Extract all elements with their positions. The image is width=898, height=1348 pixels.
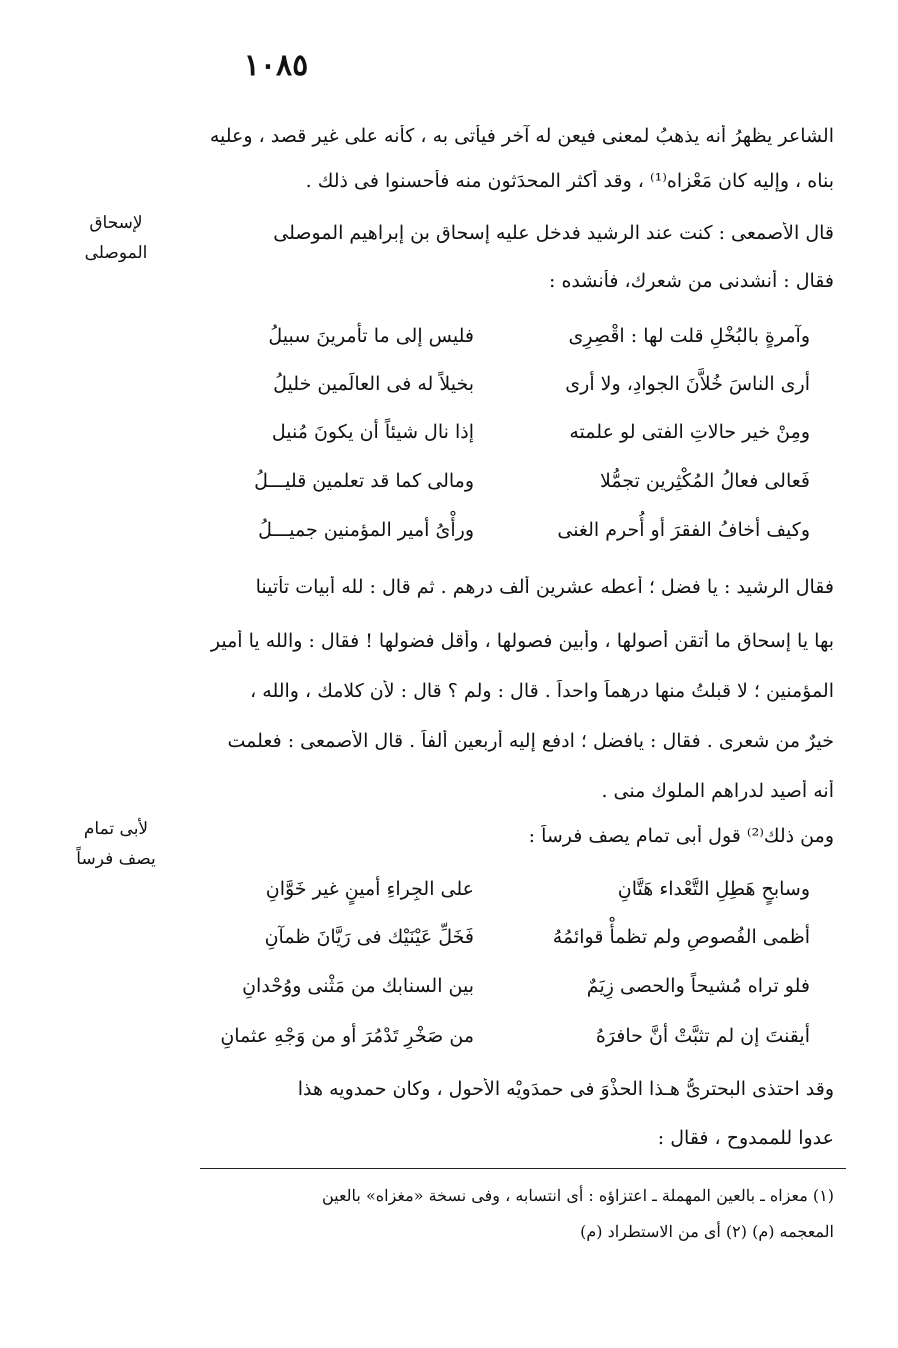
text-line: ومن ذلك⁽²⁾ قول أبى تمام يصف فرساً :: [528, 825, 834, 847]
text-line: أنه أصيد لدراهم الملوك منى .: [601, 780, 834, 802]
hemistich-first: فَعالى فعالُ المُكْثِرين تجمُّلا: [599, 470, 810, 492]
hemistich-first: أرى الناسَ خُلاَّنَ الجوادِ، ولا أرى: [565, 373, 810, 395]
hemistich-second: فليس إلى ما تأمرينَ سبيلُ: [268, 325, 474, 347]
text-line: فقال : أنشدنى من شعرك، فأنشده :: [549, 270, 834, 292]
text-line: عدوا للممدوح ، فقال :: [657, 1127, 834, 1149]
margin-note-abu-tammam: [66, 814, 166, 874]
hemistich-second: ورأْىُ أمير المؤمنين جميـــلُ: [258, 519, 474, 541]
verse: [194, 519, 834, 559]
text-line: فقال الرشيد : يا فضل ؛ أعطه عشرين ألف درهم . ثم قال : لله أبيات تأتينا: [255, 576, 834, 598]
verse: [194, 325, 834, 365]
text-line: بناه ، وإليه كان مَعْزاه⁽¹⁾ ، وقد أكثر المحدَثون منه فأحسنوا فى ذلك .: [305, 170, 834, 192]
text-line: المؤمنين ؛ لا قبلتُ منها درهماً واحداً . قال : ولم ؟ قال : لأن كلامك ، والله ،: [250, 680, 834, 702]
verse: [194, 470, 834, 510]
text-line: بها يا إسحاق ما أتقن أصولها ، وأبين فصولها ، وأقل فضولها ! فقال : والله يا أمير: [210, 630, 834, 652]
hemistich-first: وآمرةٍ بالبُخْلِ قلت لها : اقْصِرِى: [568, 325, 810, 347]
verse: [194, 975, 834, 1015]
hemistich-second: على الجِراءِ أمينٍ غير خَوَّانِ: [265, 878, 474, 900]
hemistich-second: إذا نال شيئاً أن يكونَ مُنيل: [271, 421, 474, 443]
margin-note-ishaq: [66, 208, 166, 268]
hemistich-first: أظمى الفُصوصِ ولم تظمأْ قوائمُهُ: [552, 926, 810, 948]
hemistich-second: ومالى كما قد تعلمين قليـــلُ: [254, 470, 474, 492]
hemistich-first: فلو تراه مُشيحاً والحصى زِيَمٌ: [586, 975, 810, 997]
verse: [194, 1025, 834, 1065]
footnote-divider: [200, 1168, 846, 1169]
hemistich-second: بين السنابك من مَثْنى ووُحْدانِ: [242, 975, 474, 997]
text-line: وقد احتذى البحترىُّ هـذا الحذْوَ فى حمدَويْه الأحول ، وكان حمدويه هذا: [297, 1078, 834, 1100]
footnote-line: (١) معزاه ـ بالعين المهملة ـ اعتزاؤه : أى انتسابه ، وفى نسخة «مغزاه» بالعين: [321, 1186, 834, 1205]
footnote-line: المعجمه (م) (٢) أى من الاستطراد (م): [580, 1222, 834, 1241]
hemistich-second: فَخَلِّ عَيْنَيْك فى رَيَّانَ ظمآنِ: [264, 926, 474, 948]
hemistich-second: من صَخْرِ تَدْمُرَ أو من وَجْهِ عثمانِ: [220, 1025, 474, 1047]
margin-note-line: الموصلى: [84, 243, 148, 263]
verse: [194, 373, 834, 413]
hemistich-first: وسابحٍ هَطِلِ التَّعْداء هَتَّانِ: [617, 878, 810, 900]
text-line: الشاعر يظهرُ أنه يذهبُ لمعنى فيعن له آخر فيأتى به ، كأنه على غير قصد ، وعليه: [209, 125, 834, 147]
hemistich-first: ومِنْ خير حالاتِ الفتى لو علمته: [569, 421, 810, 443]
text-line: قال الأصمعى : كنت عند الرشيد فدخل عليه إسحاق بن إبراهيم الموصلى: [273, 222, 834, 244]
margin-note-line: لإسحاق: [89, 213, 143, 233]
text-line: خيرٌ من شعرى . فقال : يافضل ؛ ادفع إليه أربعين ألفاً . قال الأصمعى : فعلمت: [227, 730, 834, 752]
hemistich-first: أيقنتَ إن لم تثبَّتْ أنَّ حافرَهُ: [595, 1025, 810, 1047]
verse: [194, 878, 834, 918]
hemistich-second: بخيلاً له فى العالَمين خليلُ: [273, 373, 474, 395]
page-number: ١٠٨٥: [243, 48, 309, 83]
verse: [194, 421, 834, 461]
margin-note-line: يصف فرساً: [76, 849, 156, 869]
verse: [194, 926, 834, 966]
hemistich-first: وكيف أخافُ الفقرَ أو أُحرم الغنى: [557, 519, 810, 541]
margin-note-line: لأبى تمام: [83, 819, 149, 839]
